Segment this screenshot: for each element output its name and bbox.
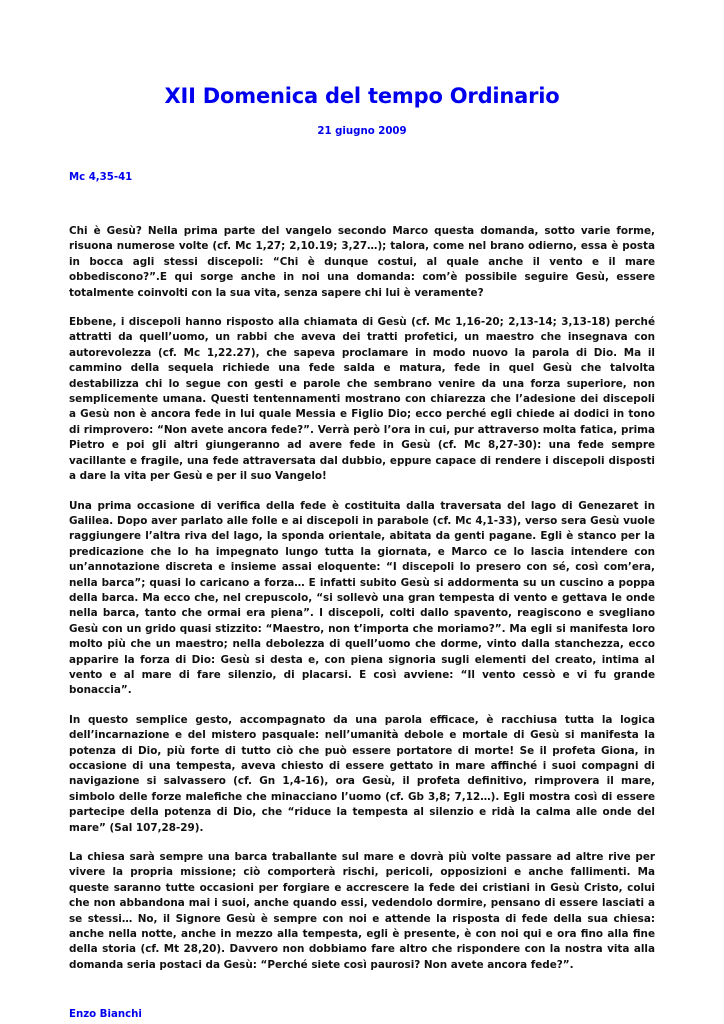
author-signature: Enzo Bianchi (69, 1009, 142, 1021)
document-title: XII Domenica del tempo Ordinario (164, 84, 560, 108)
body-paragraph: Ebbene, i discepoli hanno risposto alla chiamata di Gesù (cf. Mc 1,16-20; 2,13-14; 3,13-18) perché attratti da quell’uomo, un rabbi che aveva dei tratti profetici, un maestro che insegnava con autorevolezza (cf. Mc 1,22.27), che sapeva proclamare in modo nuovo la parola di Dio. Ma il cammino della sequela richiede una fede salda e matura, fede in quel Gesù che talvolta destabilizza chi lo segue con gesti e parole che sembrano venire da una forza superiore, non semplicemente umana. Questi tentennamenti mostrano con chiarezza che l’adesione dei discepoli a Gesù non è ancora fede in lui quale Messia e Figlio Dio; ecco perché egli chiede ai dodici in tono di rimprovero: “Non avete ancora fede?”. Verrà però l’ora in cui, pur attraverso molta fatica, prima Pietro e poi gli altri giungeranno ad avere fede in Gesù (cf. Mc 8,27-30): una fede sempre vacillante e fragile, una fede attraversata dal dubbio, eppure capace di rendere i discepoli disposti a dare la vita per Gesù e per il suo Vangelo! (69, 316, 655, 483)
body-paragraph: Una prima occasione di verifica della fede è costituita dalla traversata del lago di Genezaret in Galilea. Dopo aver parlato alle folle e ai discepoli in parabole (cf. Mc 4,1-33), verso sera Gesù vuole raggiungere l’altra riva del lago, la sponda orientale, abitata da genti pagane. Egli è stanco per la predicazione che lo ha impegnato lungo tutta la giornata, e Marco ce lo lascia intendere con un’annotazione discreta e insieme assai eloquente: “I discepoli lo presero con sé, così com’era, nella barca”; quasi lo caricano a forza… E infatti subito Gesù si addormenta su un cuscino a poppa della barca. Ma ecco che, nel crepuscolo, “si sollevò una gran tempesta di vento e gettava le onde nella barca, tanto che ormai era piena”. I discepoli, colti dallo spavento, reagiscono e svegliano Gesù con un grido quasi stizzito: “Maestro, non t’importa che moriamo?”. Ma egli si manifesta loro molto più che un maestro; nella debolezza di quell’uomo che dorme, vinto dalla stanchezza, ecco apparire la forza di Dio: Gesù si desta e, con piena signoria sugli elementi del creato, intima al vento e al mare di fare silenzio, di placarsi. E così avviene: “Il vento cessò e vi fu grande bonaccia”. (69, 499, 655, 697)
document-page (69, 82, 655, 1020)
body-paragraph: La chiesa sarà sempre una barca traballante sul mare e dovrà più volte passare ad altre rive per vivere la propria missione; ciò comporterà rischi, pericoli, opposizioni e anche fallimenti. Ma queste saranno tutte occasioni per forgiare e accrescere la fede dei cristiani in Gesù Cristo, colui che non abbandona mai i suoi, anche quando essi, vedendolo dormire, pensano di essere lasciati a se stessi… No, il Signore Gesù è sempre con noi e attende la risposta di fede della sua chiesa: anche nella notte, anche in mezzo alla tempesta, egli è presente, è con noi qui e ora fino alla fine della storia (cf. Mt 28,20). Davvero non dobbiamo fare altro che rispondere con la nostra vita alla domanda seria postaci da Gesù: “Perché siete così paurosi? Non avete ancora fede?”. (69, 851, 655, 971)
gospel-reference: Mc 4,35-41 (69, 172, 133, 183)
body-paragraph: In questo semplice gesto, accompagnato da una parola efficace, è racchiusa tutta la logica dell’incarnazione e del mistero pasquale: nell’umanità debole e mortale di Gesù si manifesta la potenza di Dio, più forte di tutto ciò che può essere portatore di morte! Se il profeta Giona, in occasione di una tempesta, aveva chiesto di essere gettato in mare affinché i suoi compagni di navigazione si salvassero (cf. Gn 1,4-16), ora Gesù, il profeta definitivo, rimprovera il mare, simbolo delle forze malefiche che minacciano l’uomo (cf. Gb 3,8; 7,12…). Egli mostra così di essere partecipe della potenza di Dio, che “riduce la tempesta al silenzio e ridà la calma alle onde del mare” (Sal 107,28-29). (69, 713, 655, 834)
body-paragraph: Chi è Gesù? Nella prima parte del vangelo secondo Marco questa domanda, sotto varie forme, risuona numerose volte (cf. Mc 1,27; 2,10.19; 3,27…); talora, come nel brano odierno, essa è posta in bocca agli stessi discepoli: “Chi è dunque costui, al quale anche il vento e il mare obbediscono?”.E qui sorge anche in noi una domanda: com’è possibile seguire Gesù, essere totalmente coinvolti con la sua vita, senza sapere chi lui è veramente? (69, 225, 655, 299)
document-date: 21 giugno 2009 (317, 126, 407, 137)
